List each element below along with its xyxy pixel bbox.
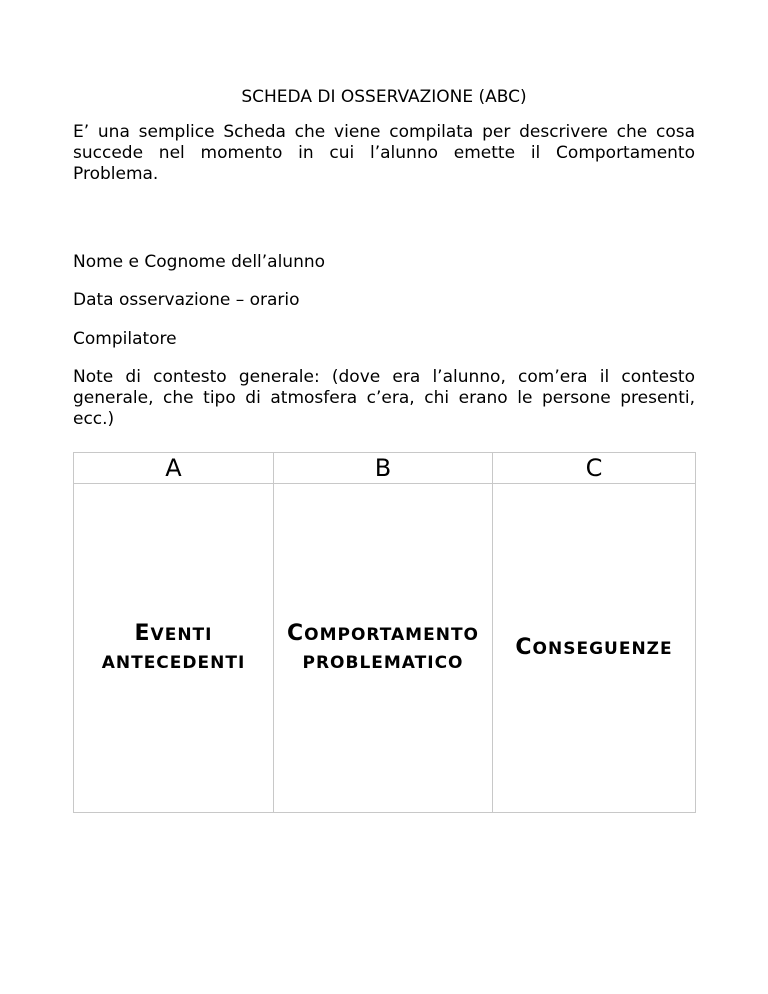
compiler-label: Compilatore <box>73 329 177 349</box>
column-c-header: C <box>493 453 696 484</box>
document-title: SCHEDA DI OSSERVAZIONE (ABC) <box>241 87 527 107</box>
antecedent-events-cell[interactable] <box>74 484 274 813</box>
antecedent-events-label: EVENTI ANTECEDENTI <box>101 620 246 673</box>
context-notes-paragraph: Note di contesto generale: (dove era l’alunno, com’era il contesto generale, che tipo di atmosfera c’era, chi erano le persone presenti, ecc.) <box>73 367 695 429</box>
abc-content-row <box>74 484 696 813</box>
abc-table <box>73 452 696 813</box>
observation-date-label: Data osservazione – orario <box>73 290 300 310</box>
intro-paragraph: E’ una semplice Scheda che viene compilata per descrivere che cosa succede nel momento in cui l’alunno emette il Comportamento Problema. <box>73 122 695 184</box>
problem-behavior-label: COMPORTAMENTO PROBLEMATICO <box>286 620 479 673</box>
column-b-header: B <box>274 453 493 484</box>
problem-behavior-cell[interactable] <box>274 484 493 813</box>
abc-header-row <box>74 453 696 484</box>
consequences-cell[interactable] <box>493 484 696 813</box>
column-a-header: A <box>74 453 274 484</box>
consequences-label: CONSEGUENZE <box>515 634 673 660</box>
student-name-label: Nome e Cognome dell’alunno <box>73 252 326 272</box>
